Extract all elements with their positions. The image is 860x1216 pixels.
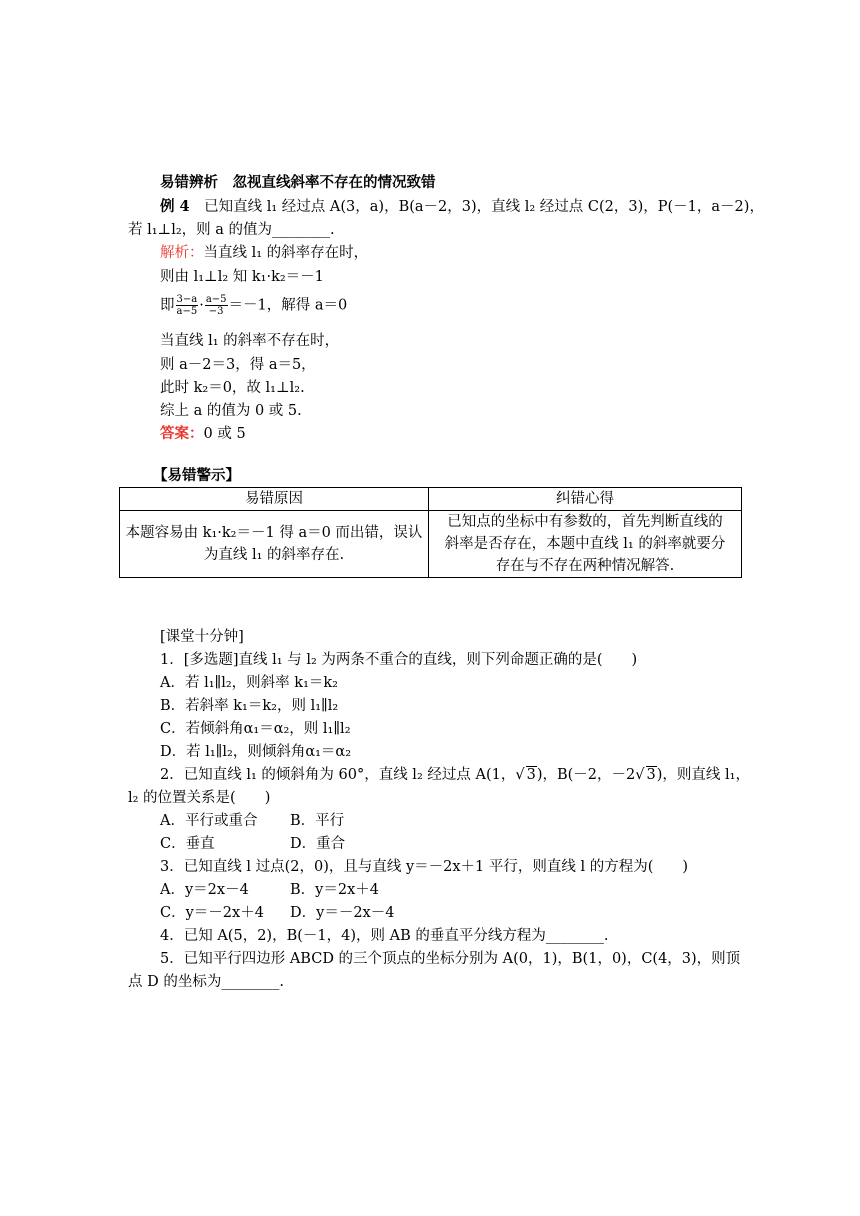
question-1-option-c: C．若倾斜角α₁＝α₂，则 l₁∥l₂ [160, 721, 351, 737]
warning-col1-body [120, 511, 429, 578]
warning-table [119, 487, 742, 578]
q2-sqrt-2: 3 [646, 767, 656, 783]
q2-part-c: )，B(－2，－2 [536, 767, 636, 783]
section-label: 易错辨析 [160, 174, 218, 191]
solution-step-4: 当直线 l₁ 的斜率不存在时， [160, 333, 340, 349]
question-3-option-d: D．y＝－2x－4 [290, 905, 395, 921]
question-2-line-2: l₂ 的位置关系是( ) [128, 790, 271, 806]
fraction-2-den: −3 [208, 306, 224, 317]
section-title: 忽视直线斜率不存在的情况致错 [232, 174, 436, 191]
question-3-option-b: B．y＝2x＋4 [290, 882, 379, 898]
step3-suffix: ＝－1，解得 a＝0 [228, 297, 348, 314]
question-1-option-b: B．若斜率 k₁＝k₂，则 l₁∥l₂ [160, 698, 339, 714]
question-5-line-2: 点 D 的坐标为________. [128, 974, 284, 990]
col2-body-line-2: 斜率是否存在，本题中直线 l₁ 的斜率就要分 [444, 536, 726, 552]
example-line-1 [160, 197, 764, 217]
question-4: 4．已知 A(5，2)，B(－1，4)，则 AB 的垂直平分线方程为________. [160, 928, 609, 944]
question-1: 1．[多选题]直线 l₁ 与 l₂ 为两条不重合的直线，则下列命题正确的是( ) [160, 652, 638, 668]
question-2-option-b: B．平行 [290, 813, 345, 829]
warning-title: 【易错警示】 [153, 467, 240, 484]
question-3-option-a: A．y＝2x－4 [160, 882, 249, 898]
sqrt-symbol-2: √ [635, 767, 645, 783]
q2-sqrt-1: 3 [526, 767, 536, 783]
solution-step-6: 此时 k₂＝0，故 l₁⊥l₂. [160, 380, 305, 396]
solution-step-3: 即 $\frac{3-a}{a-5}$ · $\frac{a-5}{-3}$ ＝－1，解得 a＝0 [160, 294, 348, 317]
answer-value: 0 或 5 [203, 426, 246, 442]
question-1-option-d: D．若 l₁∥l₂，则倾斜角α₁＝α₂ [160, 744, 352, 760]
question-5: 5．已知平行四边形 ABCD 的三个顶点的坐标分别为 A(0，1)，B(1，0)，C(4，3)，则顶 [160, 951, 741, 967]
warning-col1-header: 易错原因 [120, 488, 429, 511]
question-2 [160, 765, 750, 785]
fraction-1 [176, 294, 199, 317]
question-2-option-d: D．重合 [290, 836, 346, 852]
fraction-1-den: a−5 [176, 306, 198, 317]
step3-prefix: 即 [160, 297, 175, 314]
question-3-option-c: C．y＝－2x＋4 [160, 905, 264, 921]
fraction-2 [205, 294, 228, 317]
answer-line [160, 424, 246, 444]
example-label: 例 4 [160, 198, 190, 215]
example-text-1: 已知直线 l₁ 经过点 A(3，a)，B(a－2，3)，直线 l₂ 经过点 C(2，3)，P(－1，a－2)， [204, 199, 764, 215]
fraction-2-num: a−5 [205, 294, 227, 305]
question-2-option-a: A．平行或重合 [160, 813, 258, 829]
q2-part-a: 2．已知直线 l₁ 的倾斜角为 60°，直线 l₂ 经过点 A(1， [160, 767, 516, 783]
warning-col2-body [429, 511, 742, 578]
solution-step-2: 则由 l₁⊥l₂ 知 k₁·k₂＝－1 [160, 269, 324, 285]
section-header [160, 173, 436, 193]
col1-body-line-2: 为直线 l₁ 的斜率存在. [203, 547, 345, 563]
exercise-header: [课堂十分钟] [160, 629, 244, 645]
solution-step-7: 综上 a 的值为 0 或 5. [160, 403, 302, 419]
solution-line-1 [160, 243, 368, 263]
solution-step-5: 则 a－2＝3，得 a＝5， [160, 357, 316, 373]
solution-label: 解析： [160, 245, 204, 261]
example-line-2: 若 l₁⊥l₂，则 a 的值为________. [128, 222, 335, 238]
fraction-1-num: 3−a [176, 294, 198, 305]
warning-col2-header: 纠错心得 [429, 488, 742, 511]
col1-body-line-1: 本题容易由 k₁·k₂＝－1 得 a＝0 而出错，误认 [125, 525, 423, 541]
col2-body-line-3: 存在与不存在两种情况解答. [495, 558, 675, 574]
q2-part-e: )，则直线 l₁， [656, 767, 750, 783]
question-2-option-c: C．垂直 [160, 836, 215, 852]
question-1-option-a: A．若 l₁∥l₂，则斜率 k₁＝k₂ [160, 675, 338, 691]
answer-label: 答案： [160, 425, 204, 442]
question-3: 3．已知直线 l 过点(2，0)，且与直线 y＝－2x＋1 平行，则直线 l 的方程为( ) [160, 859, 689, 875]
solution-step-1: 当直线 l₁ 的斜率存在时， [203, 245, 369, 261]
col2-body-line-1: 已知点的坐标中有参数的，首先判断直线的 [447, 514, 723, 530]
sqrt-symbol-1: √ [515, 767, 525, 783]
